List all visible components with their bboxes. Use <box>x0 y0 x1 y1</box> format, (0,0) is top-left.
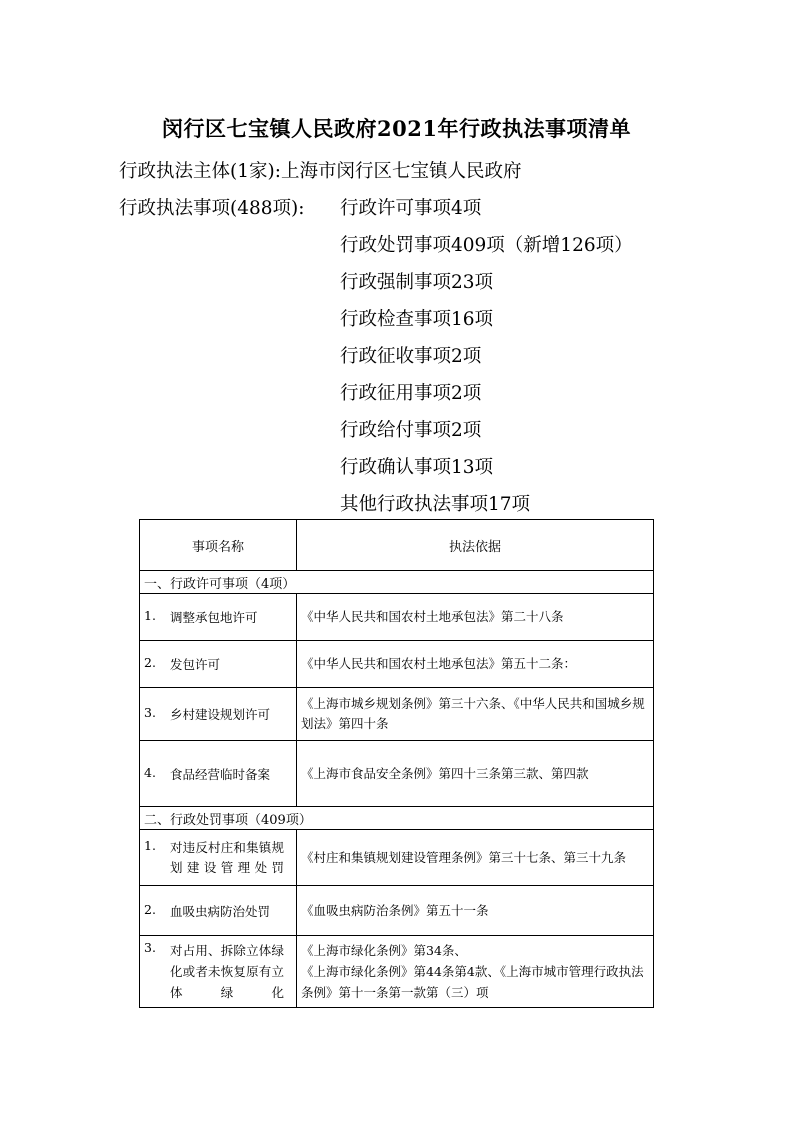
item-number: 3. <box>144 705 156 720</box>
item-name-cell <box>140 936 297 1008</box>
item-name-cell <box>140 594 297 641</box>
item-number: 2. <box>144 655 156 670</box>
table-row <box>140 641 654 688</box>
summary-item: 行政许可事项4项 <box>340 198 482 219</box>
legal-basis <box>297 936 654 1008</box>
summary-item: 行政征用事项2项 <box>340 383 482 404</box>
item-name: 对占用、拆除立体绿化或者未恢复原有立体绿化 <box>170 943 284 1000</box>
table-row <box>140 741 654 807</box>
summary-item: 行政强制事项23项 <box>340 272 494 293</box>
summary-item: 行政检查事项16项 <box>340 309 494 330</box>
page-title: 闵行区七宝镇人民政府2021年行政执法事项清单 <box>162 116 631 141</box>
enforcement-items-table <box>139 519 654 1008</box>
legal-basis: 《上海市城乡规划条例》第三十六条、《中华人民共和国城乡规划法》第四十条 <box>297 688 654 741</box>
column-header-item-name: 事项名称 <box>140 520 297 571</box>
legal-basis: 《中华人民共和国农村土地承包法》第二十八条 <box>297 594 654 641</box>
item-name: 调整承包地许可 <box>170 610 258 625</box>
enforcement-subject-line: 行政执法主体(1家):上海市闵行区七宝镇人民政府 <box>119 161 522 182</box>
table-row <box>140 936 654 1008</box>
item-number: 1. <box>144 837 156 853</box>
summary-item: 行政征收事项2项 <box>340 346 482 367</box>
item-number: 4. <box>144 764 156 780</box>
item-name-cell <box>140 830 297 886</box>
section-title: 二、行政处罚事项（409项） <box>140 807 654 830</box>
column-header-legal-basis: 执法依据 <box>297 520 654 571</box>
summary-item: 行政确认事项13项 <box>340 457 494 478</box>
item-number: 3. <box>144 940 156 955</box>
item-name: 食品经营临时备案 <box>170 766 271 782</box>
summary-item: 其他行政执法事项17项 <box>340 494 531 515</box>
item-name: 乡村建设规划许可 <box>170 707 271 722</box>
section-title: 一、行政许可事项（4项） <box>140 571 654 594</box>
legal-basis-line: 《上海市绿化条例》第34条、 <box>301 943 467 958</box>
legal-basis: 《血吸虫病防治条例》第五十一条 <box>297 886 654 936</box>
item-name: 发包许可 <box>170 657 221 672</box>
legal-basis-line: 《上海市绿化条例》第44条第4款、《上海市城市管理行政执法条例》第十一条第一款第（三）项 <box>301 964 644 1000</box>
table-row <box>140 886 654 936</box>
item-number: 1. <box>144 608 156 623</box>
item-name-cell <box>140 641 297 688</box>
section-row <box>140 571 654 594</box>
table-row <box>140 830 654 886</box>
item-number: 2. <box>144 901 156 917</box>
legal-basis: 《中华人民共和国农村土地承包法》第五十二条： <box>297 641 654 688</box>
table-row <box>140 688 654 741</box>
section-row <box>140 807 654 830</box>
enforcement-items-prefix: 行政执法事项(488项): <box>119 198 305 219</box>
legal-basis: 《村庄和集镇规划建设管理条例》第三十七条、第三十九条 <box>297 830 654 886</box>
item-name: 对违反村庄和集镇规划建设管理处罚 <box>170 839 284 875</box>
summary-item: 行政给付事项2项 <box>340 420 482 441</box>
summary-item: 行政处罚事项409项（新增126项） <box>340 235 633 256</box>
item-name-cell <box>140 886 297 936</box>
table-row <box>140 594 654 641</box>
item-name: 血吸虫病防治处罚 <box>170 903 271 919</box>
legal-basis: 《上海市食品安全条例》第四十三条第三款、第四款 <box>297 741 654 807</box>
table-header-row <box>140 520 654 571</box>
item-name-cell <box>140 741 297 807</box>
item-name-cell <box>140 688 297 741</box>
